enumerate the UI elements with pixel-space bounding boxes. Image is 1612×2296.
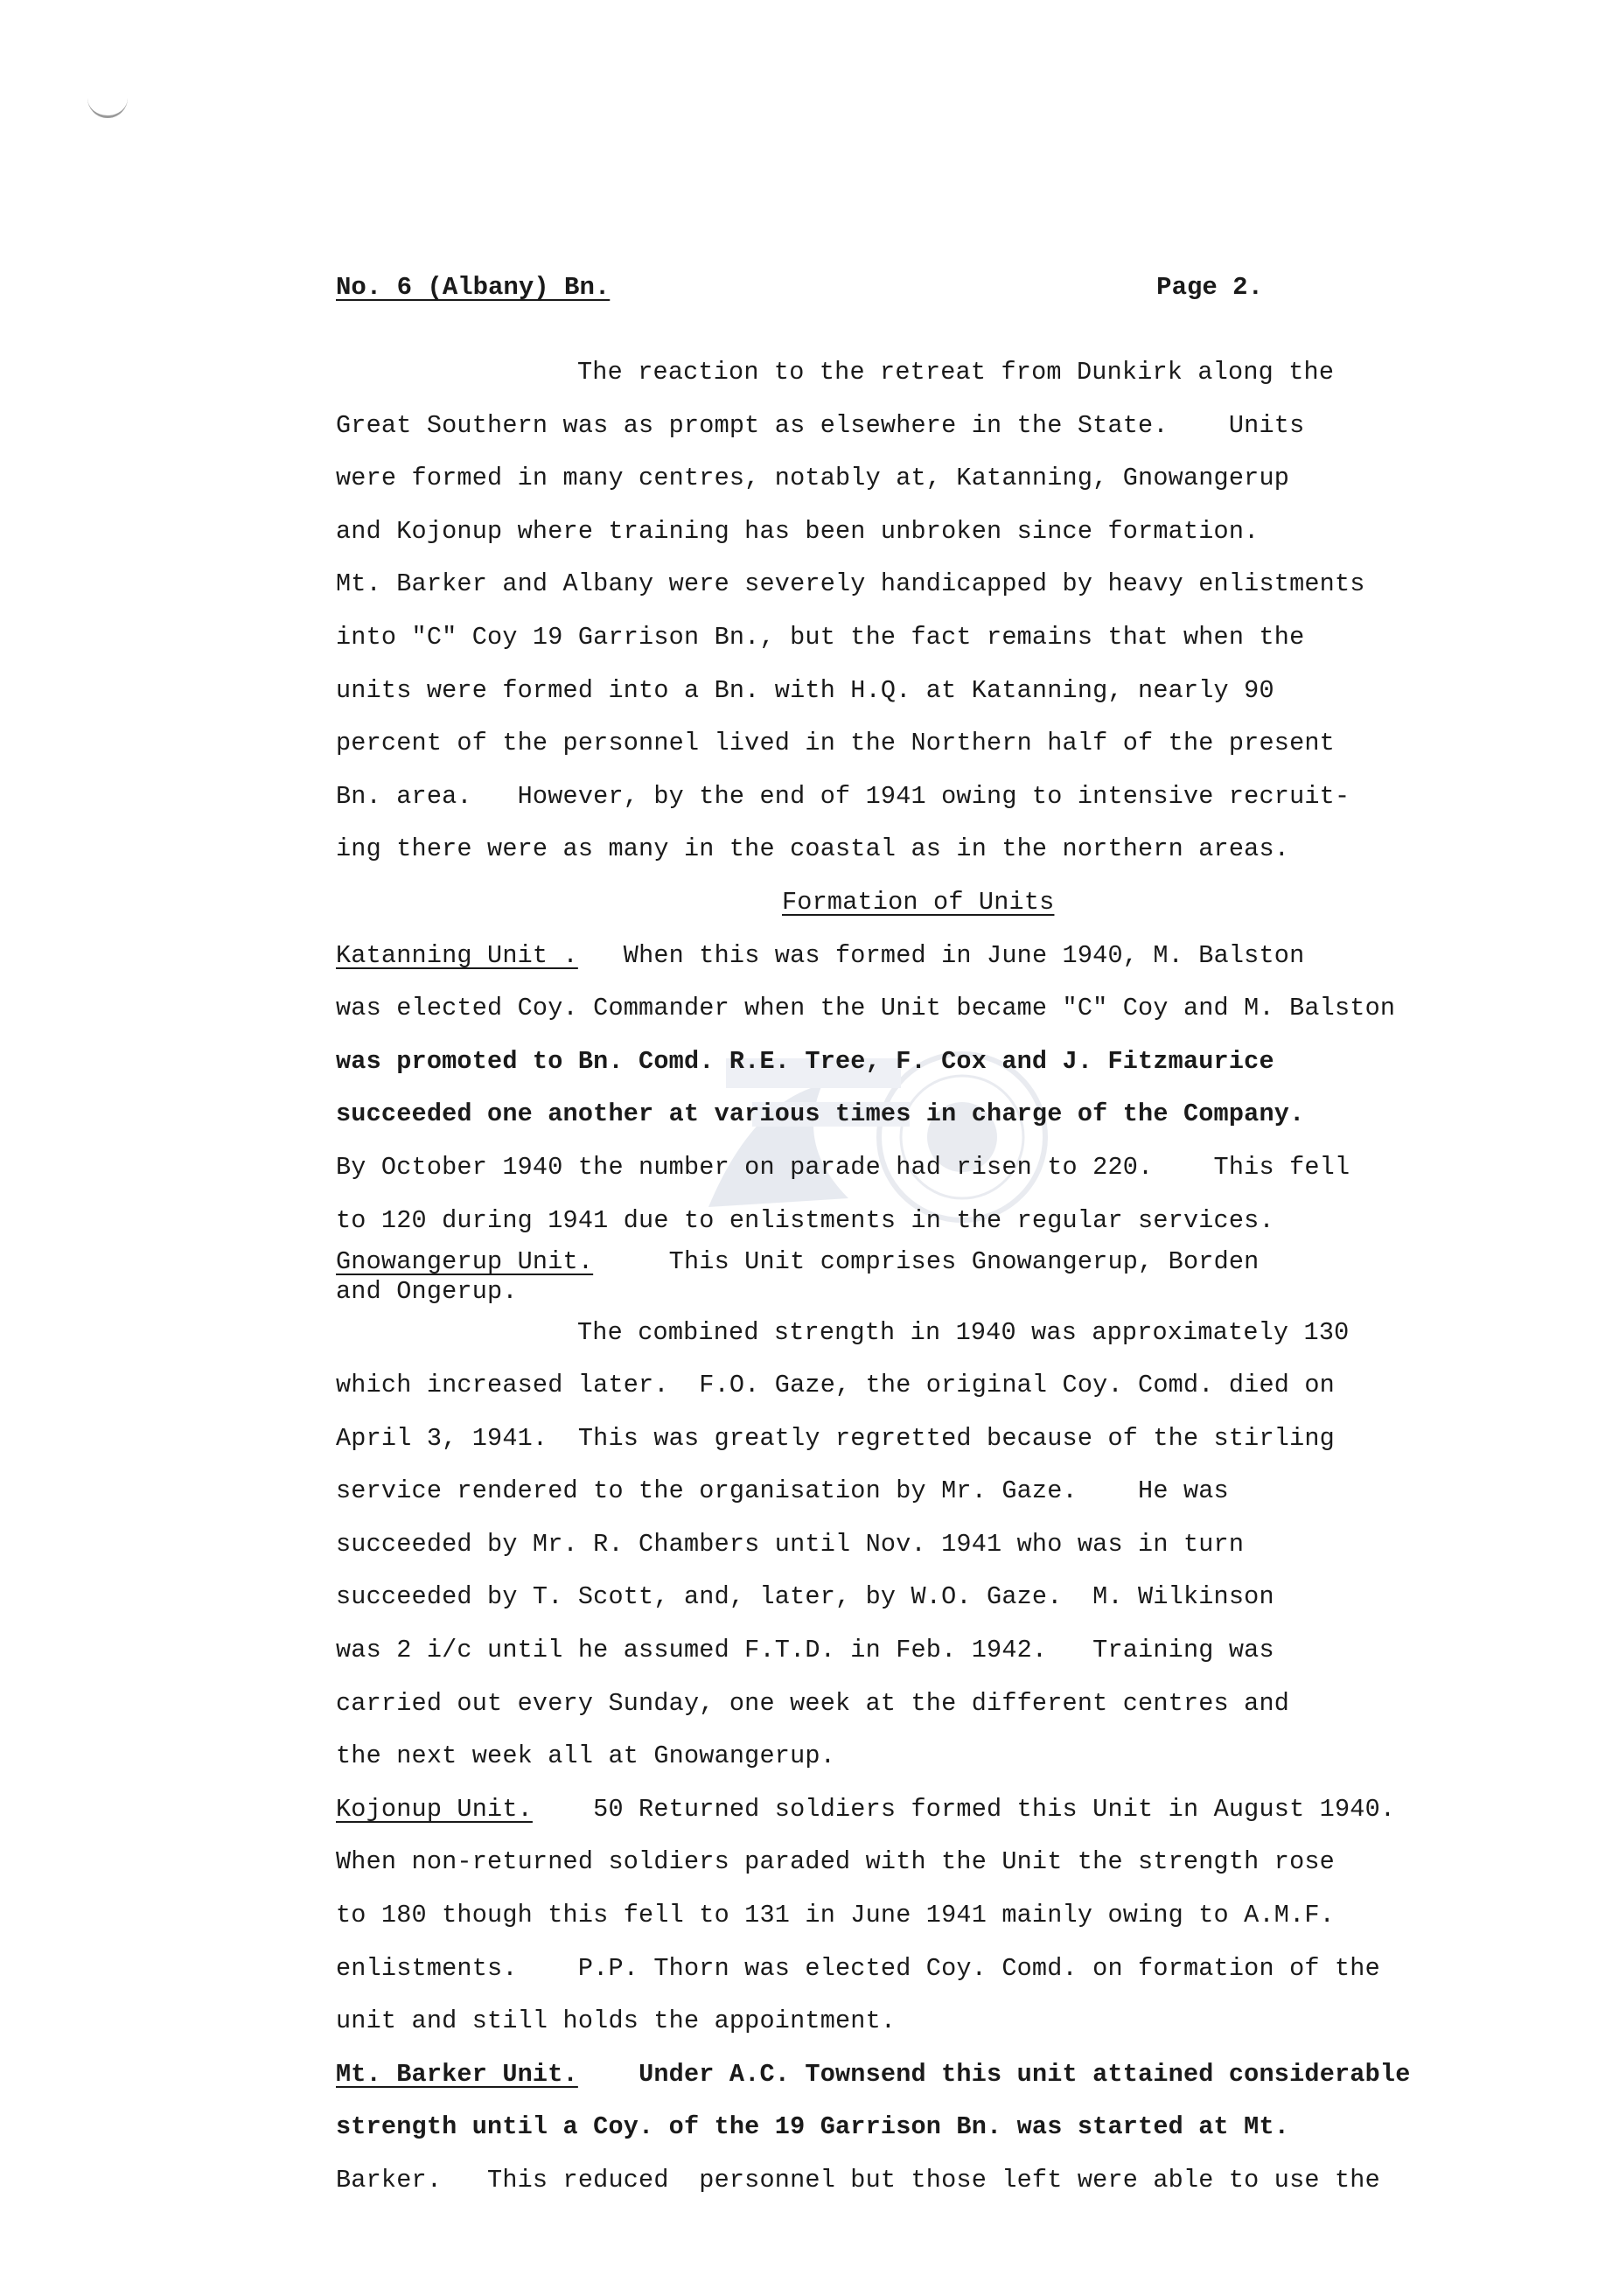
text-line: to 180 though this fell to 131 in June 1941 mainly owing to A.M.F. <box>336 1901 1335 1930</box>
text-line: By October 1940 the number on parade had risen to 220. This fell <box>336 1152 1350 1182</box>
mtbarker-unit-heading: Mt. Barker Unit. <box>336 2059 578 2089</box>
kojonup-first-line <box>336 1783 1508 1837</box>
text-line: Great Southern was as prompt as elsewhere in the State. Units <box>336 410 1305 440</box>
page-number: Page 2. <box>1156 273 1263 302</box>
text-line: unit and still holds the appointment. <box>336 2006 897 2036</box>
text-line: Barker. This reduced personnel but those left were able to use the <box>336 2166 1380 2195</box>
kojonup-unit-heading: Kojonup Unit. <box>336 1794 533 1824</box>
text-line: to 120 during 1941 due to enlistments in the regular services. <box>336 1205 1274 1235</box>
katanning-first-tail: When this was formed in June 1940, M. Balston <box>577 940 1305 970</box>
text-line: service rendered to the organisation by Mr. Gaze. He was <box>336 1476 1229 1506</box>
text-line: ing there were as many in the coastal as in the northern areas. <box>336 834 1290 864</box>
text-line: units were formed into a Bn. with H.Q. at Katanning, nearly 90 <box>336 675 1274 705</box>
kojonup-first-tail: 50 Returned soldiers formed this Unit in August 1940. <box>532 1794 1396 1824</box>
mtbarker-first-line <box>336 2048 1508 2102</box>
text-line: percent of the personnel lived in the Northern half of the present <box>336 729 1335 758</box>
text-line: The combined strength in 1940 was approximately 130 <box>577 1318 1350 1348</box>
page-header <box>336 273 1263 315</box>
text-line: strength until a Coy. of the 19 Garrison Bn. was started at Mt. <box>336 2112 1290 2142</box>
battalion-title: No. 6 (Albany) Bn. <box>336 273 611 302</box>
text-line: succeeded one another at various times in charge of the Company. <box>336 1099 1305 1129</box>
text-line: was 2 i/c until he assumed F.T.D. in Feb. 1942. Training was <box>336 1636 1274 1665</box>
text-line: were formed in many centres, notably at, Katanning, Gnowangerup <box>336 464 1290 493</box>
katanning-first-line <box>336 930 1508 983</box>
text-line: succeeded by T. Scott, and, later, by W.O. Gaze. M. Wilkinson <box>336 1582 1274 1612</box>
text-line: Bn. area. However, by the end of 1941 owing to intensive recruit- <box>336 781 1350 811</box>
text-line: enlistments. P.P. Thorn was elected Coy. Comd. on formation of the <box>336 1953 1380 1983</box>
text-line: the next week all at Gnowangerup. <box>336 1741 835 1771</box>
text-line: April 3, 1941. This was greatly regretted because of the stirling <box>336 1423 1335 1453</box>
text-line: which increased later. F.O. Gaze, the original Coy. Comd. died on <box>336 1371 1335 1400</box>
section-heading <box>336 876 1508 930</box>
text-line: The reaction to the retreat from Dunkirk along the <box>577 358 1335 387</box>
gnowangerup-unit-heading: Gnowangerup Unit. <box>336 1247 594 1277</box>
mtbarker-first-tail: Under A.C. Townsend this unit attained considerable <box>577 2059 1411 2089</box>
text-line: When non-returned soldiers paraded with the Unit the strength rose <box>336 1847 1335 1877</box>
katanning-unit-heading: Katanning Unit . <box>336 940 578 970</box>
text-line: and Kojonup where training has been unbroken since formation. <box>336 516 1260 546</box>
section-heading-text: Formation of Units <box>782 887 1055 917</box>
text-line: Mt. Barker and Albany were severely handicapped by heavy enlistments <box>336 569 1365 599</box>
text-line: succeeded by Mr. R. Chambers until Nov. 1941 who was in turn <box>336 1529 1245 1559</box>
text-line: was promoted to Bn. Comd. R.E. Tree, F. Cox and J. Fitzmaurice <box>336 1046 1274 1076</box>
gnowangerup-first-line <box>336 1247 1508 1277</box>
text-line: carried out every Sunday, one week at the different centres and <box>336 1688 1290 1718</box>
document-body <box>336 346 1508 2208</box>
punch-hole-mark <box>87 86 128 118</box>
text-line: into "C" Coy 19 Garrison Bn., but the fact remains that when the <box>336 622 1305 652</box>
gnowangerup-first-tail: This Unit comprises Gnowangerup, Borden <box>593 1247 1260 1277</box>
gnowangerup-second-line: and Ongerup. <box>336 1277 518 1307</box>
text-line: was elected Coy. Commander when the Unit became "C" Coy and M. Balston <box>336 994 1396 1023</box>
